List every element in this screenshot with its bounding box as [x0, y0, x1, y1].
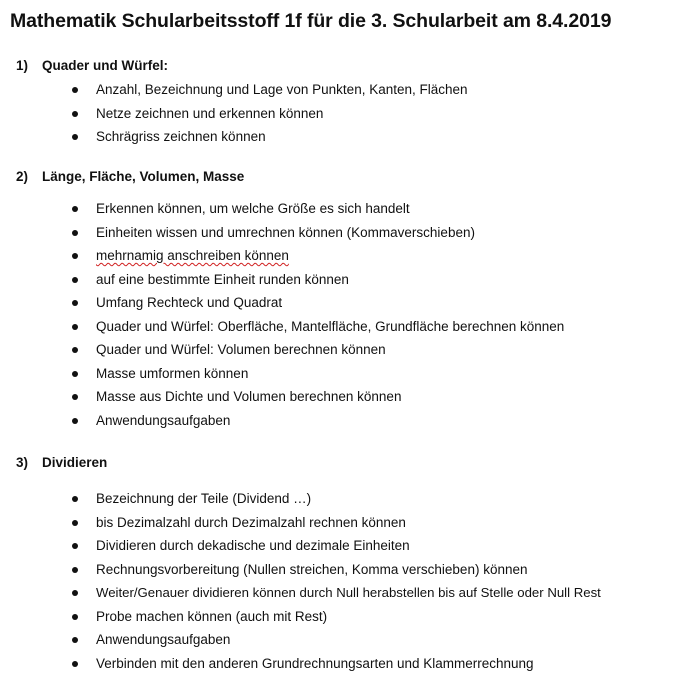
list-item	[16, 102, 686, 126]
section-number: 3)	[16, 455, 29, 470]
bullet-icon	[72, 371, 78, 377]
bullet-icon	[72, 347, 78, 353]
list-item-text: Rechnungsvorbereitung (Nullen streichen, Komma verschieben) können	[96, 561, 528, 577]
bullet-icon	[72, 324, 78, 330]
list-item-text: Schrägriss zeichnen können	[96, 129, 266, 144]
bullet-icon	[72, 661, 78, 667]
list-item	[16, 628, 686, 652]
section-quader-wuerfel	[16, 57, 686, 149]
section-laenge-flaeche	[16, 168, 686, 432]
bullet-icon	[72, 614, 78, 620]
bullet-list	[16, 197, 686, 432]
bullet-icon	[72, 418, 78, 424]
bullet-icon	[72, 253, 78, 259]
list-item-text: Verbinden mit den anderen Grundrechnungsarten und Klammerrechnung	[96, 655, 534, 671]
bullet-icon	[72, 637, 78, 643]
list-item	[16, 268, 686, 292]
bullet-icon	[72, 111, 78, 117]
list-item-text: Dividieren durch dekadische und dezimale Einheiten	[96, 538, 410, 553]
list-item	[16, 605, 686, 629]
list-item-text: Einheiten wissen und umrechnen können (Kommaverschieben)	[96, 224, 475, 240]
section-title: Länge, Fläche, Volumen, Masse	[42, 169, 245, 184]
list-item-text: Weiter/Genauer dividieren können durch Null herabstellen bis auf Stelle oder Null Rest	[96, 585, 601, 600]
list-item-text: Quader und Würfel: Oberfläche, Mantelfläche, Grundfläche berechnen können	[96, 318, 565, 334]
list-item	[16, 78, 686, 102]
list-item-text: bis Dezimalzahl durch Dezimalzahl rechnen können	[96, 514, 406, 530]
section-number: 2)	[16, 169, 29, 184]
section-heading	[16, 454, 686, 472]
list-item	[16, 221, 686, 245]
bullet-icon	[72, 87, 78, 93]
list-item	[16, 338, 686, 362]
bullet-icon	[72, 206, 78, 212]
list-item	[16, 652, 686, 676]
list-item-text: Erkennen können, um welche Größe es sich handelt	[96, 201, 410, 216]
section-title: Dividieren	[42, 455, 108, 470]
list-item-text: Anwendungsaufgaben	[96, 632, 231, 647]
section-title: Quader und Würfel:	[42, 58, 168, 73]
list-item-text: Quader und Würfel: Volumen berechnen können	[96, 342, 386, 357]
bullet-list	[16, 78, 686, 149]
list-item-text: Anwendungsaufgaben	[96, 412, 231, 428]
bullet-list	[16, 487, 686, 675]
list-item	[16, 487, 686, 511]
list-item	[16, 315, 686, 339]
bullet-icon	[72, 543, 78, 549]
list-item	[16, 409, 686, 433]
list-item-text: mehrnamig anschreiben können	[96, 248, 289, 263]
bullet-icon	[72, 277, 78, 283]
section-dividieren	[16, 454, 686, 675]
list-item	[16, 291, 686, 315]
list-item	[16, 244, 686, 268]
list-item-text: Anzahl, Bezeichnung und Lage von Punkten, Kanten, Flächen	[96, 82, 468, 97]
list-item	[16, 385, 686, 409]
bullet-icon	[72, 567, 78, 573]
list-item	[16, 581, 686, 605]
list-item-text: Probe machen können (auch mit Rest)	[96, 608, 328, 624]
list-item-text: Umfang Rechteck und Quadrat	[96, 295, 283, 310]
list-item-text: Netze zeichnen und erkennen können	[96, 105, 324, 121]
bullet-icon	[72, 300, 78, 306]
section-heading	[16, 168, 686, 186]
list-item	[16, 511, 686, 535]
bullet-icon	[72, 394, 78, 400]
list-item-text: Masse umformen können	[96, 365, 249, 381]
list-item-text: Masse aus Dichte und Volumen berechnen können	[96, 389, 402, 404]
list-item-text: auf eine bestimmte Einheit runden können	[96, 271, 349, 287]
bullet-icon	[72, 520, 78, 526]
bullet-icon	[72, 134, 78, 140]
list-item	[16, 534, 686, 558]
section-heading	[16, 57, 686, 75]
list-item	[16, 362, 686, 386]
list-item	[16, 125, 686, 149]
bullet-icon	[72, 230, 78, 236]
bullet-icon	[72, 590, 78, 596]
list-item	[16, 558, 686, 582]
list-item-text: Bezeichnung der Teile (Dividend …)	[96, 491, 312, 506]
list-item	[16, 197, 686, 221]
bullet-icon	[72, 496, 78, 502]
section-number: 1)	[16, 58, 29, 73]
document-title: Mathematik Schularbeitsstoff 1f für die 3. Schularbeit am 8.4.2019	[10, 10, 612, 32]
